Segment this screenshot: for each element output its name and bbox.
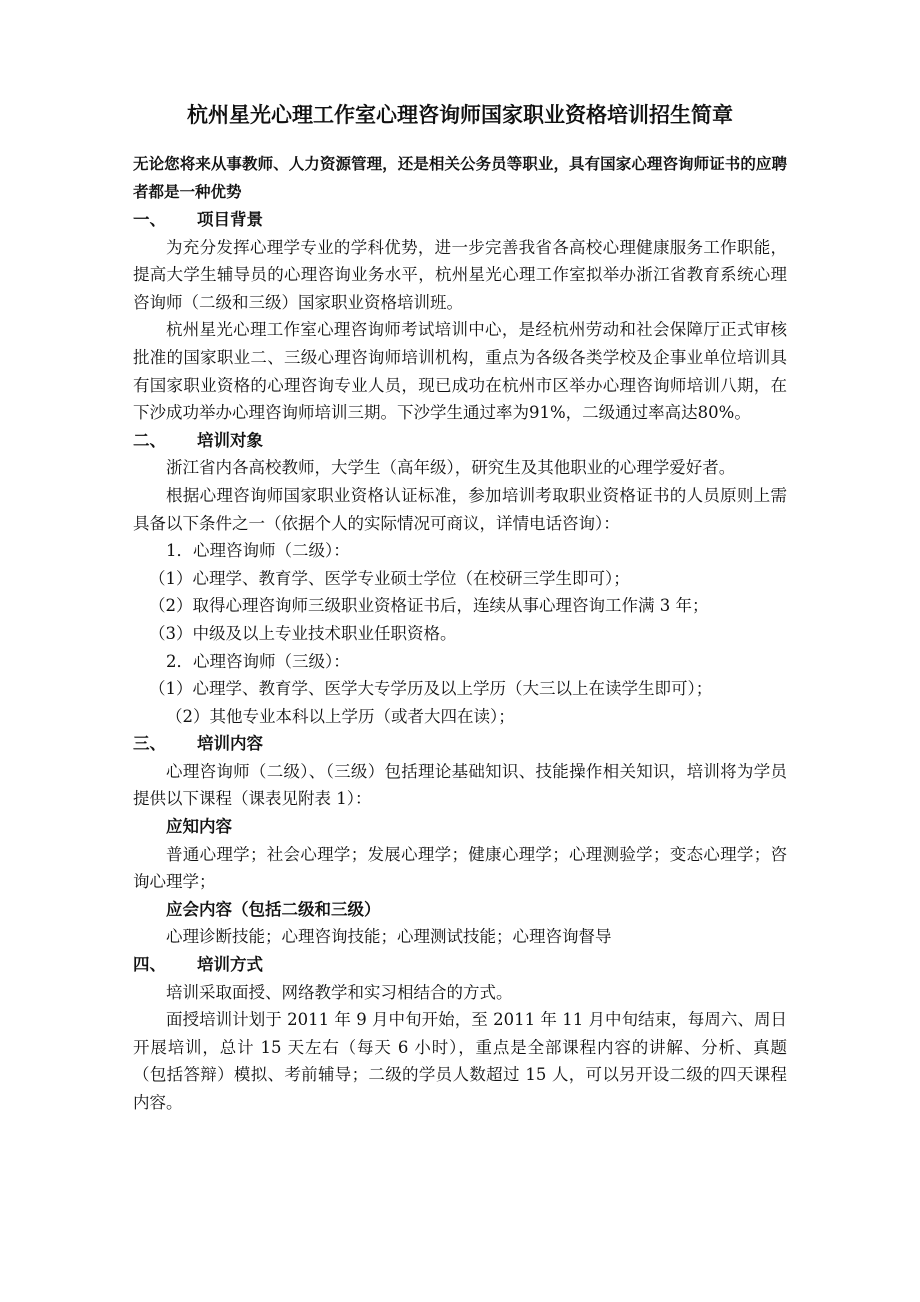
section-heading-4 bbox=[133, 951, 787, 979]
list-item: （3）中级及以上专业技术职业任职资格。 bbox=[149, 623, 457, 643]
section-number: 一、 bbox=[133, 210, 166, 229]
paragraph: 为充分发挥心理学专业的学科优势，进一步完善我省各高校心理健康服务工作职能，提高大学生辅导员的心理咨询业务水平，杭州星光心理工作室拟举办浙江省教育系统心理咨询师（二级和三级）国家职业资格培训班。 bbox=[133, 237, 787, 312]
list-item: （1）心理学、教育学、医学专业硕士学位（在校研三学生即可）； bbox=[149, 568, 630, 588]
section-number: 四、 bbox=[133, 955, 166, 975]
subheading-required-knowledge: 应知内容 bbox=[166, 817, 232, 837]
section-title: 项目背景 bbox=[197, 210, 263, 229]
subheading-required-skills: 应会内容（包括二级和三级） bbox=[166, 899, 381, 919]
paragraph: 心理诊断技能；心理咨询技能；心理测试技能；心理咨询督导 bbox=[166, 927, 612, 947]
list-item: （1）心理学、教育学、医学大专学历及以上学历（大三以上在读学生即可）； bbox=[149, 679, 713, 699]
section-title: 培训内容 bbox=[197, 734, 263, 754]
list-item: （2）其他专业本科以上学历（或者大四在读）； bbox=[166, 706, 515, 726]
list-item: 2．心理咨询师（三级）： bbox=[166, 651, 350, 671]
section-number: 二、 bbox=[133, 430, 166, 450]
document-page bbox=[133, 100, 787, 1117]
paragraph: 培训采取面授、网络教学和实习相结合的方式。 bbox=[166, 982, 513, 1002]
paragraph: 普通心理学；社会心理学；发展心理学；健康心理学；心理测验学；变态心理学；咨询心理学； bbox=[133, 844, 787, 892]
paragraph: 心理咨询师（二级）、（三级）包括理论基础知识、技能操作相关知识，培训将为学员提供以下课程（课表见附表 1）： bbox=[133, 761, 787, 809]
section-heading-2 bbox=[133, 427, 787, 455]
list-item: （2）取得心理咨询师三级职业资格证书后，连续从事心理咨询工作满 3 年； bbox=[149, 596, 709, 616]
section-title: 培训方式 bbox=[197, 955, 263, 975]
section-heading-3 bbox=[133, 730, 787, 758]
intro-statement: 无论您将来从事教师、人力资源管理，还是相关公务员等职业，具有国家心理咨询师证书的应聘者都是一种优势 bbox=[133, 154, 787, 201]
section-heading-1 bbox=[133, 206, 787, 234]
paragraph: 杭州星光心理工作室心理咨询师考试培训中心，是经杭州劳动和社会保障厅正式审核批准的国家职业二、三级心理咨询师培训机构，重点为各级各类学校及企事业单位培训具有国家职业资格的心理咨询专业人员，现已成功在杭州市区举办心理咨询师培训八期，在下沙成功举办心理咨询师培训三期。下沙学生通过率为91%，二级通过率高达80%。 bbox=[133, 320, 787, 423]
list-item: 1．心理咨询师（二级）： bbox=[166, 541, 350, 561]
paragraph: 面授培训计划于 2011 年 9 月中旬开始，至 2011 年 11 月中旬结束，每周六、周日开展培训，总计 15 天左右（每天 6 小时），重点是全部课程内容的讲解、分析、真题（包括答辩）模拟、考前辅导；二级的学员人数超过 15 人，可以另开设二级的四天课程内容。 bbox=[133, 1010, 787, 1112]
section-title: 培训对象 bbox=[197, 430, 263, 450]
page-title: 杭州星光心理工作室心理咨询师国家职业资格培训招生简章 bbox=[187, 102, 733, 127]
paragraph: 浙江省内各高校教师，大学生（高年级），研究生及其他职业的心理学爱好者。 bbox=[166, 458, 736, 478]
section-number: 三、 bbox=[133, 734, 166, 754]
paragraph: 根据心理咨询师国家职业资格认证标准，参加培训考取职业资格证书的人员原则上需具备以下条件之一（依据个人的实际情况可商议，详情电话咨询）： bbox=[133, 485, 787, 533]
